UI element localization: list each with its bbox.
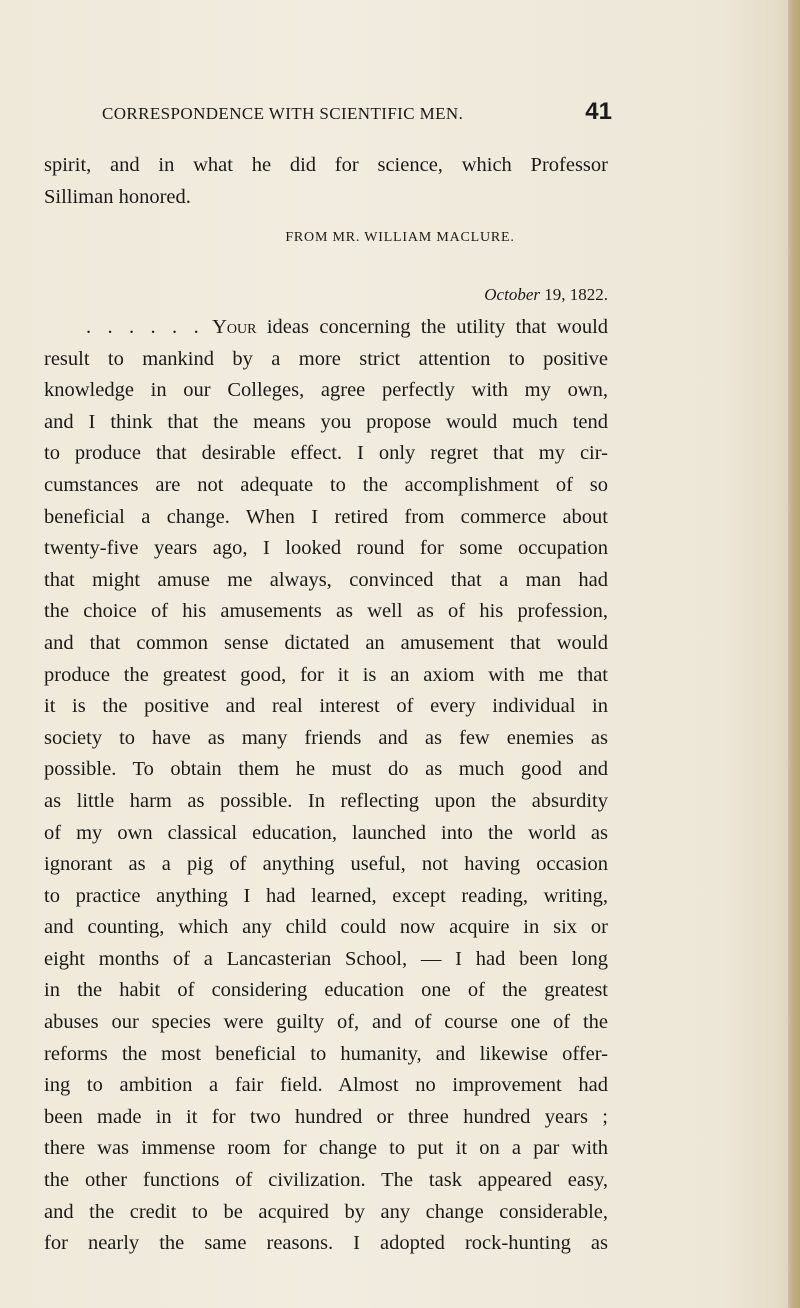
letter-line: eight months of a Lancasterian School, — I had been long [44,947,608,970]
letter-line: the choice of his amusements as well as of his profession, [44,600,608,623]
letter-line: and counting, which any child could now acquire in six or [44,916,608,939]
letter-line: there was immense room for change to put it on a par with [44,1137,608,1160]
letter-line: that might amuse me always, convinced that a man had [44,568,608,591]
letter-line: cumstances are not adequate to the accomplishment of so [44,473,608,496]
letter-line: twenty-five years ago, I looked round for some occupation [44,537,608,560]
letter-line: for nearly the same reasons. I adopted rock-hunting as [44,1232,608,1255]
letter-opening-line [44,312,608,344]
letter-line: the other functions of civilization. The task appeared easy, [44,1169,608,1192]
letter-line: ignorant as a pig of anything useful, not having occasion [44,853,608,876]
intro-line: spirit, and in what he did for science, which Professor [44,154,608,176]
letter-line: possible. To obtain them he must do as much good and [44,758,608,781]
letter-date [484,285,608,305]
letter-line: in the habit of considering education one of the greatest [44,979,608,1002]
letter-date-month: October [484,285,540,304]
running-title: CORRESPONDENCE WITH SCIENTIFIC MEN. [102,104,464,123]
page-edge-shadow [788,0,800,1308]
letter-line: and I think that the means you propose would much tend [44,410,608,433]
letter-line: beneficial a change. When I retired from commerce about [44,505,608,528]
running-head [102,98,612,128]
letter-line: produce the greatest good, for it is an axiom with me that [44,663,608,686]
opening-rest: ideas concerning the utility that would [266,316,609,338]
letter-line: society to have as many friends and as few enemies as [44,726,608,749]
letter-line: ing to ambition a fair field. Almost no improvement had [44,1074,608,1097]
opening-word: Your [212,316,257,338]
letter-line: to practice anything I had learned, except reading, writing, [44,884,608,907]
intro-paragraph [44,150,608,213]
letter-line: to produce that desirable effect. I only regret that my cir- [44,442,608,465]
letter-line: of my own classical education, launched into the world as [44,821,608,844]
letter-body [44,312,608,1260]
letter-line: reforms the most beneficial to humanity, and likewise offer- [44,1042,608,1065]
letter-line: result to mankind by a more strict attention to positive [44,347,608,370]
letter-line: abuses our species were guilty of, and of course one of the [44,1011,608,1034]
intro-line: Silliman honored. [44,185,191,208]
letter-date-rest: 19, 1822. [544,285,608,304]
letter-line: knowledge in our Colleges, agree perfectly with my own, [44,379,608,402]
page-number: 41 [585,98,612,125]
ellipsis-marks: . . . . . . [86,316,202,338]
letter-line: and that common sense dictated an amusement that would [44,631,608,654]
letter-line: as little harm as possible. In reflecting upon the absurdity [44,789,608,812]
letter-line: it is the positive and real interest of every individual in [44,695,608,718]
letter-line: and the credit to be acquired by any change considerable, [44,1200,608,1223]
letter-line: been made in it for two hundred or three hundred years ; [44,1105,608,1128]
letter-heading: FROM MR. WILLIAM MACLURE. [285,230,515,245]
